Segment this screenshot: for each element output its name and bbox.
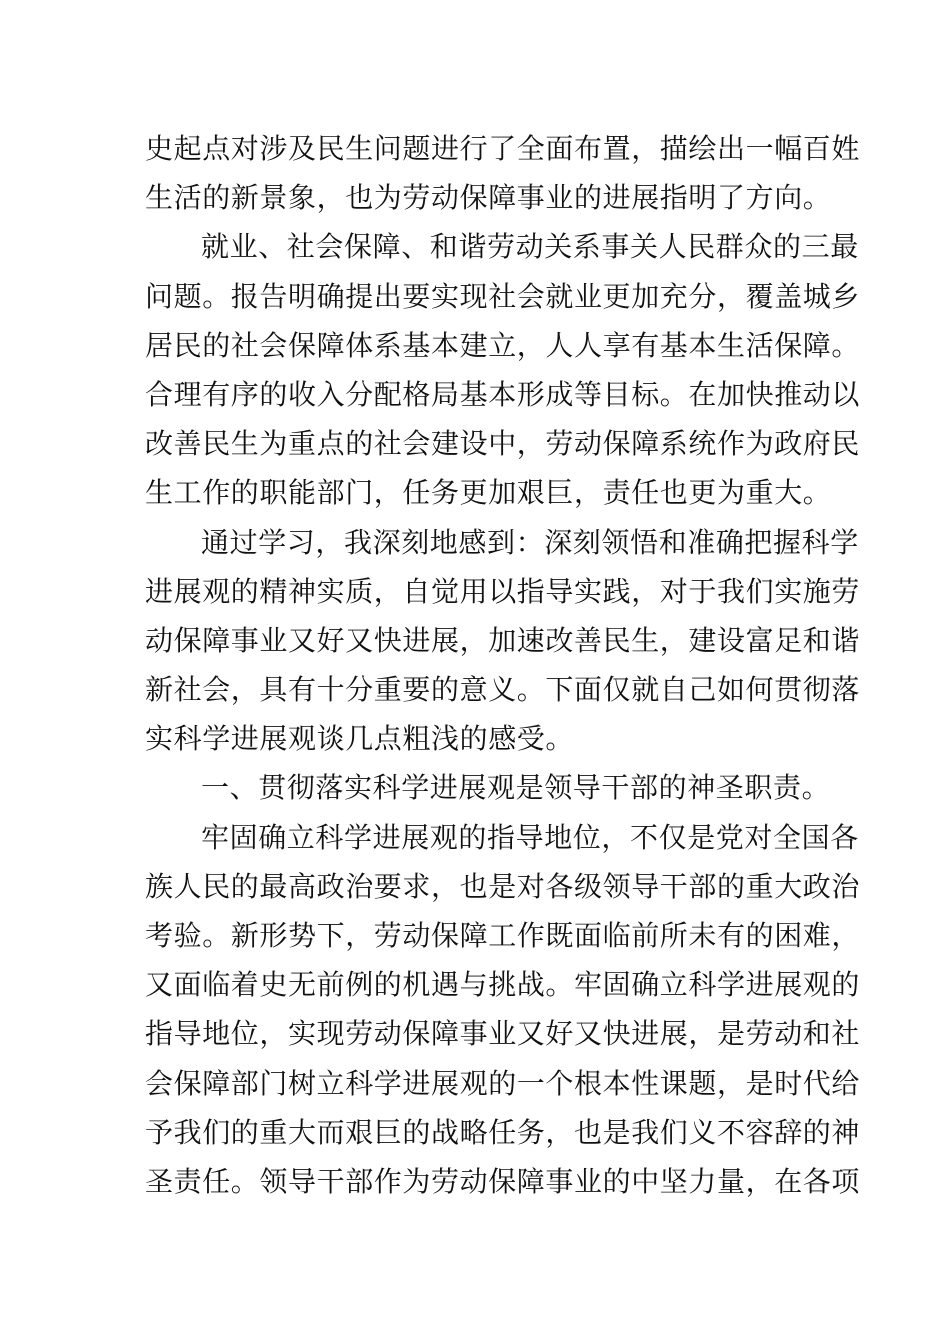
text-line: 居民的社会保障体系基本建立，人人享有基本生活保障。 [145, 328, 861, 362]
text-line: 实科学进展观谈几点粗浅的感受。 [145, 722, 575, 756]
text-line: 予我们的重大而艰巨的战略任务，也是我们义不容辞的神 [145, 1115, 861, 1149]
section-heading: 一、贯彻落实科学进展观是领导干部的神圣职责。 [201, 771, 831, 805]
text-line: 考验。新形势下，劳动保障工作既面临前所未有的困难， [145, 919, 861, 952]
text-line: 圣责任。领导干部作为劳动保障事业的中坚力量，在各项 [145, 1164, 861, 1198]
text-line: 新社会，具有十分重要的意义。下面仅就自己如何贯彻落 [145, 673, 861, 707]
text-line: 会保障部门树立科学进展观的一个根本性课题，是时代给 [145, 1066, 861, 1100]
text-line: 生活的新景象，也为劳动保障事业的进展指明了方向。 [145, 181, 832, 215]
text-line: 又面临着史无前例的机遇与挑战。牢固确立科学进展观的 [145, 968, 861, 1002]
text-line: 牢固确立科学进展观的指导地位，不仅是党对全国各 [201, 820, 859, 854]
text-line: 族人民的最高政治要求，也是对各级领导干部的重大政治 [145, 869, 861, 903]
text-line: 进展观的精神实质，自觉用以指导实践，对于我们实施劳 [145, 574, 861, 608]
body-text [145, 124, 861, 1206]
text-line: 就业、社会保障、和谐劳动关系事关人民群众的三最 [201, 230, 859, 264]
text-line: 问题。报告明确提出要实现社会就业更加充分，覆盖城乡 [145, 279, 861, 313]
text-line: 生工作的职能部门，任务更加艰巨，责任也更为重大。 [145, 476, 832, 510]
text-line: 史起点对涉及民生问题进行了全面布置，描绘出一幅百姓 [145, 132, 861, 165]
text-line: 合理有序的收入分配格局基本形成等目标。在加快推动以 [145, 377, 861, 411]
text-line: 通过学习，我深刻地感到：深刻领悟和准确把握科学 [201, 525, 859, 559]
text-line: 指导地位，实现劳动保障事业又好又快进展，是劳动和社 [145, 1017, 861, 1051]
text-line: 动保障事业又好又快进展，加速改善民生，建设富足和谐 [145, 623, 861, 657]
text-line: 改善民生为重点的社会建设中，劳动保障系统作为政府民 [145, 427, 861, 461]
